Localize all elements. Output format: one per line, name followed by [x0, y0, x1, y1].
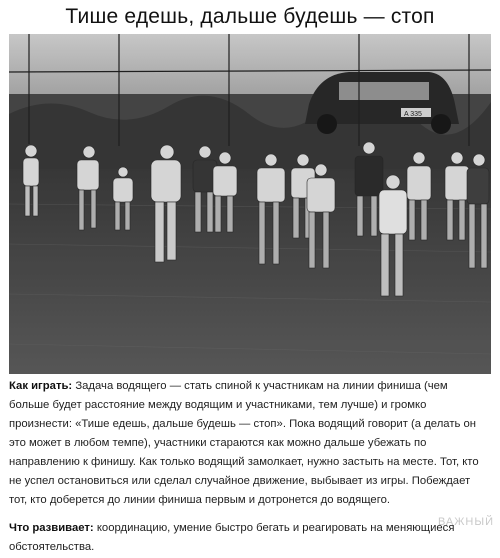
develops-label: Что развивает:	[9, 522, 94, 534]
develops-paragraph	[9, 519, 491, 557]
page-title: Тише едешь, дальше будешь — стоп	[65, 5, 435, 28]
how-to-play-text: Задача водящего — стать спиной к участникам на линии финиша (чем больше будет расстояние между водящим и участниками, тем лучше) и громко произнести: «Тише едешь, дальше будешь — стоп». Пока водящий говорит (а делать он это может в любом темпе), участники стараются как можно дальше убежать по направлению к финишу. Как только водящий замолкает, нужно застыть на месте. Тот, кто не успел остановиться или сделал случайное движение, выбывает из игры. Побеждает тот, кто доберется до линии финиша первым и дотронется до водящего.	[9, 380, 479, 506]
how-to-play-paragraph	[9, 377, 491, 510]
watermark: ВАЖНЫЙ	[437, 516, 494, 528]
car-plate: A 335	[404, 111, 422, 118]
how-to-play-label: Как играть:	[9, 380, 73, 392]
article-text	[9, 377, 491, 557]
develops-text: координацию, умение быстро бегать и реагировать на меняющиеся обстоятельства.	[9, 522, 455, 553]
children-running-photo	[9, 34, 491, 374]
